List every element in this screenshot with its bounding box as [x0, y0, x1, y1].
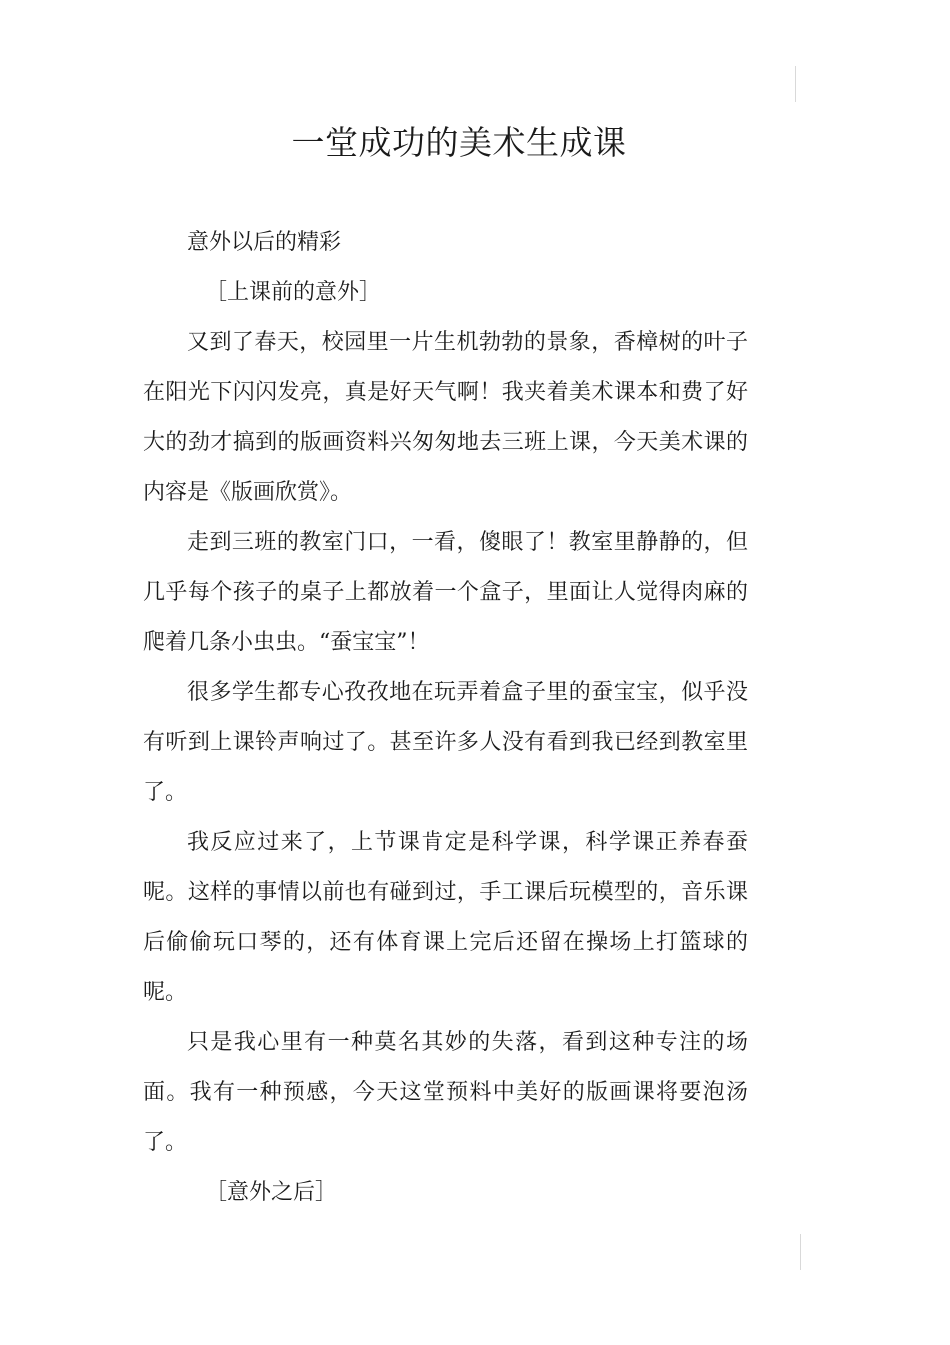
subtitle: 意外以后的精彩 — [187, 230, 342, 255]
paragraph: 又到了春天，校园里一片生机勃勃的景象，香樟树的叶子在阳光下闪闪发亮，真是好天气啊！我夹着美术课本和费了好大的劲才搞到的版画资料兴匆匆地去三班上课，今天美术课的内容是《版画欣赏》。 — [143, 330, 748, 505]
section-heading-after-accident: ［意外之后］ — [205, 1180, 338, 1205]
paragraph: 很多学生都专心孜孜地在玩弄着盒子里的蚕宝宝，似乎没有听到上课铃声响过了。甚至许多人没有看到我已经到教室里了。 — [143, 680, 748, 805]
document-body — [143, 218, 748, 1218]
crop-mark-bottom — [800, 1234, 801, 1270]
section-heading-before-class: ［上课前的意外］ — [205, 280, 382, 305]
page-title: 一堂成功的美术生成课 — [291, 123, 627, 162]
paragraph: 只是我心里有一种莫名其妙的失落，看到这种专注的场面。我有一种预感，今天这堂预料中美好的版画课将要泡汤了。 — [143, 1030, 748, 1155]
paragraph: 走到三班的教室门口，一看，傻眼了！教室里静静的，但几乎每个孩子的桌子上都放着一个盒子，里面让人觉得肉麻的爬着几条小虫虫。“蚕宝宝”！ — [143, 530, 748, 655]
crop-mark-top — [795, 66, 796, 102]
paragraph: 我反应过来了，上节课肯定是科学课，科学课正养春蚕呢。这样的事情以前也有碰到过，手工课后玩模型的，音乐课后偷偷玩口琴的，还有体育课上完后还留在操场上打篮球的呢。 — [143, 830, 748, 1005]
